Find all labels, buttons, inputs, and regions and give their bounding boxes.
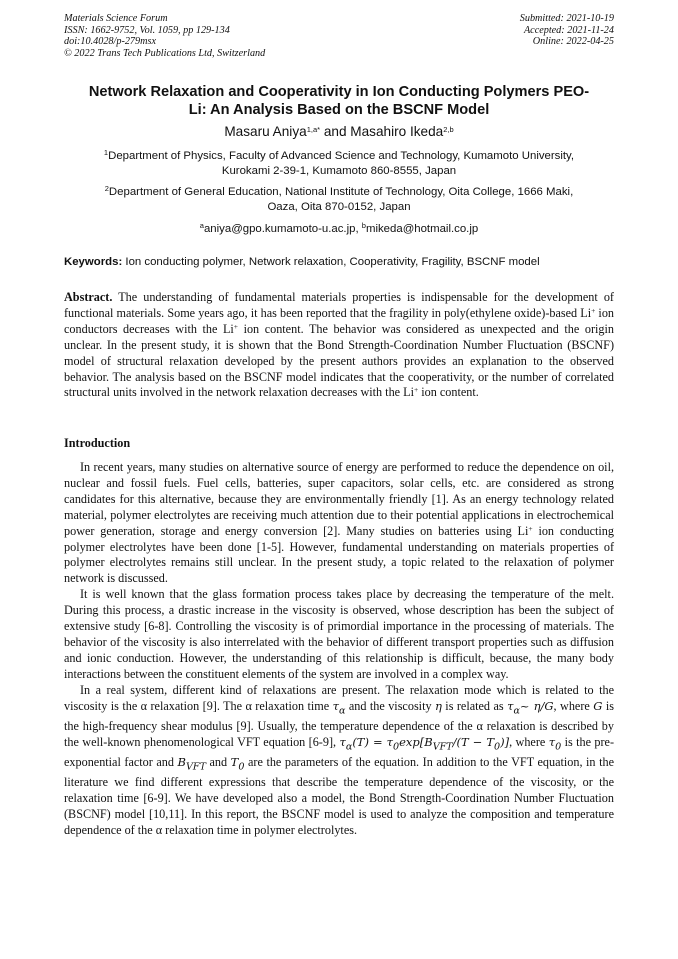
intro-paragraph-2: It is well known that the glass formation process takes place by decreasing the temperature of the melt. During this process, a drastic increase in the viscosity is observed, whose description has been the subject of extensive study [6-8]. Controlling the viscosity is of primordial importance in the processing of materials. The behavior of the viscosity is also interrelated with the behavior of different transport properties such as diffusion and ionic conduction. However, the understanding of this relationship is difficult, because, the many body interactions between the constituent elements of the system are involved in a complex way. [64,587,614,681]
tau-glyph: τ [507,698,514,713]
issn-line: ISSN: 1662-9752, Vol. 1059, pp 129-134 [64,24,230,36]
alpha-subscript: α [513,704,520,716]
zero-subscript: 0 [555,741,562,752]
equation-part: /(T − T [452,734,494,749]
tau-alpha-symbol [332,698,346,716]
abstract-text-4: ion content. [418,385,479,400]
alpha-subscript: α [338,704,346,716]
tau-glyph: τ [332,698,339,713]
intro-p3-text-f: , where [509,734,549,749]
tau-glyph: τ [386,734,393,749]
submitted-date: Submitted: 2021-10-19 [519,13,614,24]
tau-glyph: τ [548,734,556,749]
intro-p3-text-b: and the viscosity [345,698,435,713]
abstract-label: Abstract. [64,290,113,304]
journal-name: Materials Science Forum [64,13,168,24]
intro-p3-text-c: is related as [441,698,508,713]
abstract-sup-1: + [591,305,596,315]
online-date: Online: 2022-04-25 [532,36,614,48]
journal-header [64,13,265,59]
relation-rest: ~ η/G [519,698,554,713]
b-vft-symbol [177,754,206,773]
zero-subscript: 0 [392,741,400,752]
paper-title [64,83,614,119]
abstract-text-3: ion content. The behavior was considered as unexpected and the origin unclear. In the present study, it is shown that the Bond Strength-Coordination Number Fluctuation (BSCNF) model of structural relaxation developed by the present authors provides an explanation to the observed behavior. The analysis based on the BSCNF model indicates that the cooperativity, or the number of correlated structural units involved in the network relaxation decreases with the Li [64,321,614,400]
equation-part: exp[B [399,734,433,749]
intro-paragraph-1 [64,460,614,587]
affiliation-2-marker: 2 [104,184,109,193]
keywords [64,255,614,270]
tau-eta-relation [507,698,554,716]
affiliation-2 [64,185,614,215]
affiliation-1-line-2: Kurokami 2-39-1, Kumamoto 860-8555, Japan [221,165,457,177]
intro-p1-sup: + [528,523,533,533]
vft-subscript: VFT [432,741,453,752]
intro-p3-text-i: are the parameters of the equation. In addition to the VFT equation, in the literature we find different expressions that describe the temperature dependence of the viscosity, or the relaxation time [6-9]. We have developed also a model, the Bond Strength-Coordination Number Fluctuation (BSCNF) model [10,11]. In this report, the BSCNF model is used to analyze the composition and temperature dependence of the α relaxation time in polymer electrolytes. [64,754,614,837]
email-b-marker: b [361,221,366,230]
author-1: Masaru Aniya [224,124,307,139]
keywords-label: Keywords: [64,256,123,268]
author-2: Masahiro Ikeda [350,124,444,139]
author-2-marker: 2,b [443,125,454,134]
dates-header [520,13,614,48]
keywords-text: Ion conducting polymer, Network relaxation, Cooperativity, Fragility, BSCNF model [122,256,540,268]
affiliation-1-marker: 1 [103,148,109,157]
abstract-sup-2: + [233,321,239,331]
alpha-subscript: α [345,741,353,752]
vft-subscript: VFT [186,761,206,773]
abstract-text-2: ion conductors decreases with the Li [64,305,615,336]
tau-glyph: τ [339,734,346,749]
authors-conjunction: and [320,124,351,139]
equation-part: (T) = [352,734,387,749]
doi-line: doi:10.4028/p-279msx [64,36,156,48]
vft-equation [339,734,510,752]
author-emails [64,222,614,237]
zero-subscript: 0 [494,741,501,752]
affiliation-2-line-2: Oaza, Oita 870-0152, Japan [267,201,411,213]
introduction-heading: Introduction [64,436,131,450]
title-line-2: Li: An Analysis Based on the BSCNF Model [188,102,490,118]
affiliation-1 [64,149,614,179]
email-b[interactable]: mikeda@hotmail.co.jp [365,223,479,235]
intro-p3-text-e: is the high-frequency shear modulus [9]. Usually, the temperature dependence of the α relaxation is described by the well-known phenomenological VFT equation [6-9], [64,698,615,749]
intro-p3-text-a: In a real system, different kind of relaxations are present. The relaxation mode which is related to the viscosity is the α relaxation [9]. The α relaxation time [64,682,614,713]
copyright-line: © 2022 Trans Tech Publications Ltd, Switzerland [64,47,266,59]
accepted-date: Accepted: 2021-11-24 [523,24,614,36]
abstract-text-1: The understanding of fundamental materials properties is indispensable for the development of functional materials. Some years ago, it has been reported that the fragility in poly(ethylene oxide)-based Li [64,290,614,320]
intro-p3-text-h: and [205,754,231,769]
intro-p1-text-a: In recent years, many studies on alternative source of energy are performed to reduce the dependence on oil, nuclear and fossil fuels. Fuel cells, batteries, super capacitors, solar cells, etc. are considered as strong candidates for this alternative, because they are environmentally friendly [1]. As an energy technology related material, polymer electrolytes are receiving much attention due to their potential applications in electrochemical power generation, storage and energy conversion [2]. Many studies on batteries using Li [64,460,614,538]
equation-part: )] [500,734,510,749]
abstract-sup-3: + [413,385,419,395]
author-1-marker: 1,a* [306,125,321,134]
email-a[interactable]: aniya@gpo.kumamoto-u.ac.jp, [203,223,362,235]
t-zero-symbol [230,754,245,773]
abstract [64,290,614,401]
intro-p1-text-b: ion conducting polymer electrolytes have been done [1-5]. However, fundamental understanding on materials properties of polymer electrolytes remains still unclear. In the present study, a topic related to the relaxation of polymer network is discussed. [64,523,614,586]
affiliation-1-line-1: Department of Physics, Faculty of Advanced Science and Technology, Kumamoto University, [108,150,575,162]
affiliation-2-line-1: Department of General Education, National Institute of Technology, Oita College, 1666 Maki, [108,186,574,198]
eta-symbol: η [434,698,442,713]
t-glyph: T [230,754,239,769]
title-line-1: Network Relaxation and Cooperativity in Ion Conducting Polymers PEO- [88,84,590,100]
intro-p3-text-g: is the pre-exponential factor and [64,734,615,769]
zero-subscript: 0 [238,761,245,773]
authors [64,123,614,140]
email-a-marker: a [199,221,204,230]
b-glyph: B [177,754,186,769]
tau-zero-symbol [548,734,562,752]
g-symbol: G [593,698,603,713]
introduction-body [64,460,614,839]
intro-p3-text-d: , where [553,698,594,713]
intro-paragraph-3 [64,683,614,839]
